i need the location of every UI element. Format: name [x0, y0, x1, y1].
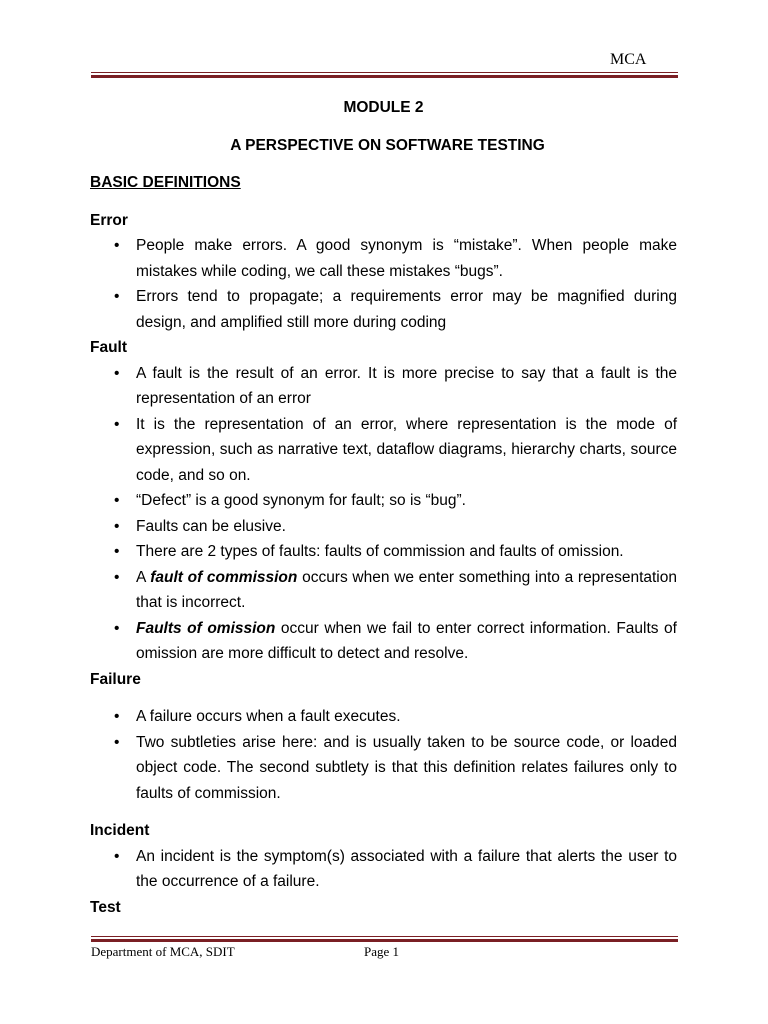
- list-item: [90, 488, 677, 514]
- failure-list: [90, 704, 677, 806]
- page-content: [90, 95, 677, 920]
- bullet-icon: •: [114, 492, 120, 509]
- list-item: [90, 844, 677, 895]
- list-item: [90, 412, 677, 489]
- bullet-icon: •: [114, 733, 120, 751]
- list-item: [90, 616, 677, 667]
- bullet-icon: •: [114, 288, 120, 305]
- header-rule-thin: [91, 72, 678, 73]
- list-item: [90, 539, 677, 565]
- document-subtitle: A PERSPECTIVE ON SOFTWARE TESTING: [230, 136, 545, 154]
- bullet-icon: •: [114, 517, 120, 535]
- list-item-text: An incident is the symptom(s) associated with a failure that alerts the user to the occurrence of a failure.: [136, 847, 677, 890]
- section-heading-test: Test: [90, 898, 121, 916]
- bullet-icon: •: [114, 619, 120, 637]
- list-item: [90, 704, 677, 730]
- basic-definitions-heading: BASIC DEFINITIONS: [90, 174, 241, 191]
- list-item-text: “Defect” is a good synonym for fault; so is “bug”.: [136, 492, 466, 509]
- list-item-text: Faults can be elusive.: [136, 517, 286, 535]
- section-heading-error: Error: [90, 211, 128, 229]
- list-item-text: A failure occurs when a fault executes.: [136, 708, 401, 725]
- fault-of-commission-term: fault of commission: [150, 568, 298, 586]
- error-list: [90, 233, 677, 335]
- module-title: MODULE 2: [343, 99, 424, 116]
- list-item: [90, 233, 677, 284]
- list-item: [90, 514, 677, 540]
- commission-pre: A: [136, 568, 151, 586]
- list-item: [90, 361, 677, 412]
- bullet-icon: •: [114, 415, 120, 433]
- footer-rule: [91, 936, 678, 942]
- list-item: [90, 284, 677, 335]
- commission-post: occurs when we enter something into a representation that is incorrect.: [136, 568, 677, 611]
- list-item-text: A fault is the result of an error. It is more precise to say that a fault is the representation of an error: [136, 364, 677, 407]
- faults-of-omission-term: Faults of omission: [136, 619, 276, 637]
- list-item-text: There are 2 types of faults: faults of commission and faults of omission.: [136, 543, 624, 560]
- section-heading-fault: Fault: [90, 339, 128, 356]
- bullet-icon: •: [114, 847, 120, 865]
- bullet-icon: •: [114, 364, 120, 382]
- footer-page-number: Page 1: [364, 944, 400, 959]
- footer-department: Department of MCA, SDIT: [91, 944, 235, 959]
- list-item-text: Errors tend to propagate; a requirements error may be magnified during design, and amplified still more during coding: [136, 288, 677, 331]
- header-rule: [91, 72, 678, 78]
- footer-rule-thick: [91, 939, 678, 942]
- section-heading-incident: Incident: [90, 822, 150, 839]
- footer-rule-thin: [91, 936, 678, 937]
- list-item-text: People make errors. A good synonym is “mistake”. When people make mistakes while coding, we call these mistakes “bugs”.: [136, 237, 677, 280]
- header-rule-thick: [91, 75, 678, 78]
- bullet-icon: •: [114, 237, 120, 254]
- list-item-text: It is the representation of an error, where representation is the mode of expression, such as narrative text, dataflow diagrams, hierarchy charts, source code, and so on.: [136, 415, 677, 484]
- omission-post: occur when we fail to enter correct information. Faults of omission are more difficult to detect and resolve.: [136, 619, 677, 662]
- section-heading-failure: Failure: [90, 670, 141, 688]
- fault-list: [90, 361, 677, 667]
- bullet-icon: •: [114, 708, 120, 725]
- incident-list: [90, 844, 677, 895]
- bullet-icon: •: [114, 568, 120, 586]
- list-item-text: Two subtleties arise here: and is usually taken to be source code, or loaded object code. The second subtlety is that this definition relates failures only to faults of commission.: [136, 733, 677, 802]
- header-label: MCA: [610, 51, 647, 68]
- list-item: [90, 565, 677, 616]
- list-item: [90, 730, 677, 807]
- bullet-icon: •: [114, 543, 120, 560]
